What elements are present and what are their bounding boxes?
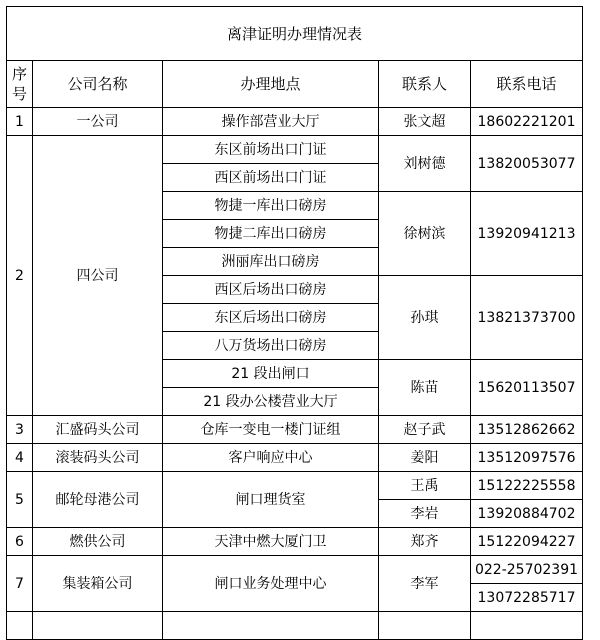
- table-row: [7, 472, 583, 500]
- cell-contact: 李军: [379, 556, 471, 612]
- cell-phone: 13920941213: [471, 192, 583, 276]
- cell-contact: 郑齐: [379, 528, 471, 556]
- header-row: [7, 61, 583, 108]
- cell-phone: 13820053077: [471, 136, 583, 192]
- cell-company: 集装箱公司: [33, 556, 163, 612]
- cell-phone: 18602221201: [471, 108, 583, 136]
- cell-contact: 徐树滨: [379, 192, 471, 276]
- cell-contact: 李岩: [379, 500, 471, 528]
- title-row: [7, 7, 583, 61]
- cell-location: 西区前场出口门证: [163, 164, 379, 192]
- cell-seq: 2: [7, 136, 33, 416]
- cell-company: 滚装码头公司: [33, 444, 163, 472]
- cell-contact: 姜阳: [379, 444, 471, 472]
- cell-company: 汇盛码头公司: [33, 416, 163, 444]
- table-title: 离津证明办理情况表: [7, 7, 583, 61]
- header-company: 公司名称: [33, 61, 163, 108]
- cell-company: 邮轮母港公司: [33, 472, 163, 528]
- cell-phone: 15620113507: [471, 360, 583, 416]
- cell-contact: 刘树德: [379, 136, 471, 192]
- header-seq: [7, 61, 33, 108]
- cell-phone: 13512862662: [471, 416, 583, 444]
- cell-seq: 3: [7, 416, 33, 444]
- header-contact: 联系人: [379, 61, 471, 108]
- cell-contact: 孙琪: [379, 276, 471, 360]
- cell-location: 天津中燃大厦门卫: [163, 528, 379, 556]
- cell-phone: 13920884702: [471, 500, 583, 528]
- cell-location: 操作部营业大厅: [163, 108, 379, 136]
- cell-seq: 6: [7, 528, 33, 556]
- header-phone: 联系电话: [471, 61, 583, 108]
- cell-location: 八万货场出口磅房: [163, 332, 379, 360]
- cell-contact: 陈苗: [379, 360, 471, 416]
- table-row: [7, 108, 583, 136]
- cell-location: 物捷一库出口磅房: [163, 192, 379, 220]
- table-row: [7, 136, 583, 164]
- cell-location: 物捷二库出口磅房: [163, 220, 379, 248]
- cell-seq: 1: [7, 108, 33, 136]
- cell-contact: 张文超: [379, 108, 471, 136]
- cell-company: 燃供公司: [33, 528, 163, 556]
- cell-seq: 4: [7, 444, 33, 472]
- cell-location: 东区后场出口磅房: [163, 304, 379, 332]
- cell-phone: 15122225558: [471, 472, 583, 500]
- cell-location: 21 段办公楼营业大厅: [163, 388, 379, 416]
- header-location: 办理地点: [163, 61, 379, 108]
- cell-location: 21 段出闸口: [163, 360, 379, 388]
- cell-company: 一公司: [33, 108, 163, 136]
- cell-phone: 13072285717: [471, 584, 583, 612]
- header-seq-line2: 号: [11, 85, 27, 103]
- cell-contact: 王禹: [379, 472, 471, 500]
- cell-location: 仓库一变电一楼门证组: [163, 416, 379, 444]
- cell-location: 西区后场出口磅房: [163, 276, 379, 304]
- table-row: [7, 444, 583, 472]
- cell-phone: 13821373700: [471, 276, 583, 360]
- cell-contact: 赵子武: [379, 416, 471, 444]
- cell-phone: 13512097576: [471, 444, 583, 472]
- cell-phone: 022-25702391: [471, 556, 583, 584]
- cell-seq: 5: [7, 472, 33, 528]
- header-seq-line1: 序: [11, 65, 27, 83]
- table-row: [7, 556, 583, 584]
- table-row: [7, 528, 583, 556]
- cell-location: 客户响应中心: [163, 444, 379, 472]
- cell-location: 闸口理货室: [163, 472, 379, 528]
- cell-seq: 7: [7, 556, 33, 612]
- cell-location: 东区前场出口门证: [163, 136, 379, 164]
- table-row: [7, 416, 583, 444]
- license-info-table: [6, 6, 583, 640]
- cell-location: 闸口业务处理中心: [163, 556, 379, 612]
- info-table-sheet: [6, 6, 583, 640]
- cell-phone: 15122094227: [471, 528, 583, 556]
- cell-location: 洲丽库出口磅房: [163, 248, 379, 276]
- cell-company: 四公司: [33, 136, 163, 416]
